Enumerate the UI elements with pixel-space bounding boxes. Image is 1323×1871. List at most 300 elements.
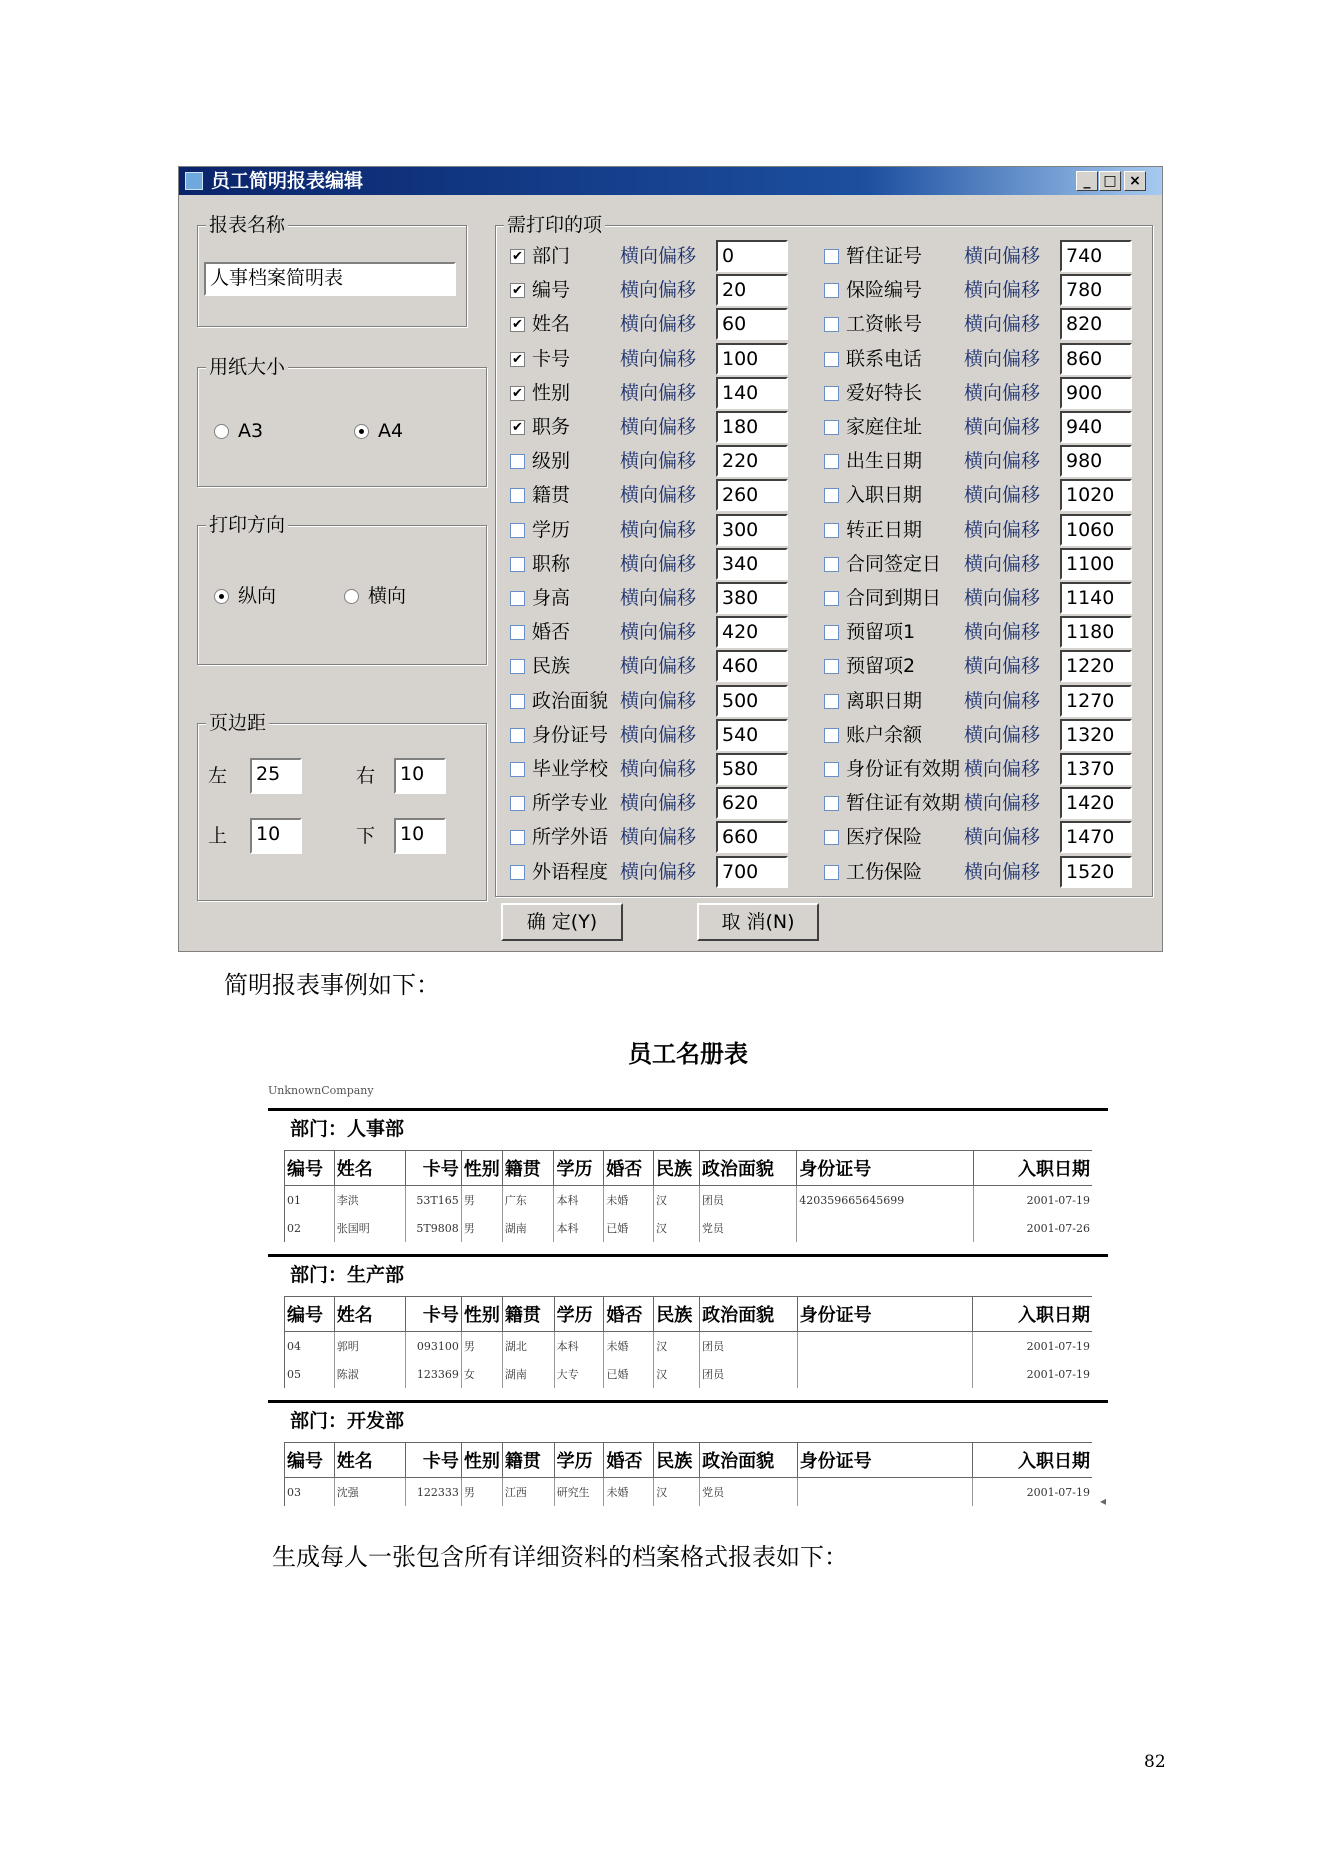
report-edit-dialog bbox=[178, 166, 1163, 952]
offset-label: 横向偏移 bbox=[620, 245, 697, 267]
offset-label: 横向偏移 bbox=[964, 552, 1041, 575]
table-cell: 2001-07-19 bbox=[973, 1478, 1092, 1507]
offset-label: 横向偏移 bbox=[620, 860, 697, 883]
offset-input[interactable]: 1320 bbox=[1060, 719, 1132, 751]
offset-label: 横向偏移 bbox=[620, 484, 697, 507]
offset-input[interactable]: 1420 bbox=[1060, 787, 1132, 819]
offset-input[interactable]: 820 bbox=[1060, 308, 1132, 340]
table-cell: 湖北 bbox=[502, 1332, 554, 1361]
paper-a4-label: A4 bbox=[378, 420, 404, 442]
margins-legend: 页边距 bbox=[206, 711, 269, 735]
orientation-group bbox=[197, 514, 487, 665]
offset-input[interactable]: 1140 bbox=[1060, 582, 1132, 614]
margin-bottom-input[interactable]: 10 bbox=[394, 818, 446, 854]
offset-input[interactable]: 1060 bbox=[1060, 514, 1132, 546]
offset-input[interactable]: 860 bbox=[1060, 343, 1132, 375]
table-cell: 湖南 bbox=[502, 1360, 554, 1388]
column-header: 学历 bbox=[554, 1297, 604, 1332]
print-item-label: 家庭住址 bbox=[846, 416, 923, 438]
table-cell: 男 bbox=[461, 1214, 502, 1242]
offset-input[interactable]: 460 bbox=[716, 650, 788, 682]
column-header: 婚否 bbox=[604, 1443, 654, 1478]
paper-size-group bbox=[197, 356, 487, 487]
offset-label: 横向偏移 bbox=[620, 826, 697, 849]
column-header: 民族 bbox=[653, 1151, 699, 1186]
table-cell: 江西 bbox=[502, 1478, 554, 1507]
table-cell: 郭明 bbox=[334, 1332, 405, 1361]
offset-input[interactable]: 540 bbox=[716, 719, 788, 751]
column-header: 编号 bbox=[285, 1151, 335, 1186]
paper-a3-label: A3 bbox=[238, 420, 264, 442]
ok-button[interactable]: 确 定(Y) bbox=[501, 903, 623, 941]
column-header: 婚否 bbox=[604, 1297, 654, 1332]
table-cell: 05 bbox=[285, 1360, 335, 1388]
print-item-checkbox[interactable] bbox=[824, 591, 839, 606]
caption-sample-report: 简明报表事例如下： bbox=[224, 971, 440, 999]
print-item-label: 爱好特长 bbox=[846, 381, 923, 404]
offset-input[interactable]: 1370 bbox=[1060, 753, 1132, 785]
margin-bottom-label: 下 bbox=[356, 825, 376, 847]
column-header: 民族 bbox=[654, 1297, 700, 1332]
offset-input[interactable]: 220 bbox=[716, 445, 788, 477]
print-item-label: 身份证号 bbox=[532, 723, 609, 746]
offset-label: 横向偏移 bbox=[620, 792, 697, 815]
offset-label: 横向偏移 bbox=[964, 587, 1041, 609]
offset-label: 横向偏移 bbox=[964, 621, 1041, 644]
print-item-checkbox[interactable] bbox=[510, 249, 525, 264]
print-item-label: 转正日期 bbox=[846, 518, 923, 541]
print-item-label: 性别 bbox=[532, 381, 571, 404]
offset-label: 横向偏移 bbox=[620, 347, 697, 370]
offset-label: 横向偏移 bbox=[964, 655, 1041, 678]
print-item-checkbox[interactable] bbox=[824, 352, 839, 367]
table-row bbox=[285, 1214, 1093, 1242]
dialog-title: 员工简明报表编辑 bbox=[211, 170, 364, 192]
column-header: 卡号 bbox=[405, 1151, 461, 1186]
department-divider bbox=[268, 1400, 1108, 1403]
offset-input[interactable]: 780 bbox=[1060, 274, 1132, 306]
print-item-label: 出生日期 bbox=[846, 450, 923, 473]
print-item-checkbox[interactable] bbox=[510, 352, 525, 367]
print-item-checkbox[interactable] bbox=[510, 283, 525, 298]
print-item-checkbox[interactable] bbox=[824, 488, 839, 503]
table-cell bbox=[797, 1478, 973, 1507]
offset-label: 横向偏移 bbox=[964, 723, 1041, 746]
table-cell: 团员 bbox=[700, 1332, 798, 1361]
offset-input[interactable]: 940 bbox=[1060, 411, 1132, 443]
page-number: 82 bbox=[1144, 1752, 1166, 1772]
offset-label: 横向偏移 bbox=[964, 826, 1041, 849]
offset-input[interactable]: 980 bbox=[1060, 445, 1132, 477]
margin-left-input[interactable]: 25 bbox=[250, 758, 302, 794]
table-cell: 未婚 bbox=[604, 1478, 654, 1507]
table-cell: 汉 bbox=[654, 1360, 700, 1388]
margins-group bbox=[197, 712, 487, 901]
check-icon: ✔ bbox=[512, 351, 523, 367]
orientation-portrait-label: 纵向 bbox=[238, 585, 277, 607]
print-item-label: 民族 bbox=[532, 655, 571, 678]
offset-input[interactable]: 180 bbox=[716, 411, 788, 443]
print-item-checkbox[interactable] bbox=[824, 454, 839, 469]
print-item-label: 卡号 bbox=[532, 347, 571, 370]
table-cell: 420359665645699 bbox=[797, 1186, 973, 1215]
print-item-checkbox[interactable] bbox=[824, 420, 839, 435]
print-item-checkbox[interactable] bbox=[510, 420, 525, 435]
caption-detail-report: 生成每人一张包含所有详细资料的档案格式报表如下： bbox=[272, 1543, 848, 1571]
table-cell: 2001-07-26 bbox=[973, 1214, 1092, 1242]
column-header: 身份证号 bbox=[797, 1443, 973, 1478]
offset-label: 横向偏移 bbox=[620, 587, 697, 609]
check-icon: ✔ bbox=[512, 249, 523, 264]
print-item-checkbox[interactable] bbox=[824, 694, 839, 709]
print-item-checkbox[interactable] bbox=[824, 830, 839, 845]
orientation-landscape-label: 横向 bbox=[368, 585, 407, 607]
print-item-label: 合同到期日 bbox=[846, 587, 942, 609]
report-name-group bbox=[197, 214, 467, 327]
table-cell: 汉 bbox=[653, 1186, 699, 1215]
column-header: 政治面貌 bbox=[699, 1151, 796, 1186]
offset-input[interactable]: 900 bbox=[1060, 377, 1132, 409]
table-cell: 李洪 bbox=[334, 1186, 405, 1215]
table-cell: 123369 bbox=[406, 1360, 462, 1388]
print-item-label: 毕业学校 bbox=[532, 758, 609, 780]
table-row bbox=[285, 1332, 1093, 1361]
offset-label: 横向偏移 bbox=[620, 552, 697, 575]
offset-input[interactable]: 620 bbox=[716, 787, 788, 819]
margin-right-label: 右 bbox=[356, 765, 376, 787]
offset-label: 横向偏移 bbox=[620, 313, 697, 336]
print-item-label: 职称 bbox=[532, 552, 571, 575]
department-table bbox=[284, 1442, 1092, 1506]
offset-label: 横向偏移 bbox=[620, 723, 697, 746]
table-cell: 2001-07-19 bbox=[973, 1332, 1092, 1361]
print-item-checkbox[interactable] bbox=[510, 865, 525, 880]
print-item-label: 外语程度 bbox=[532, 860, 609, 883]
table-cell bbox=[797, 1360, 973, 1388]
table-header-row bbox=[285, 1297, 1093, 1332]
print-item-label: 联系电话 bbox=[846, 347, 923, 370]
print-item-checkbox[interactable] bbox=[824, 249, 839, 264]
offset-input[interactable]: 380 bbox=[716, 582, 788, 614]
check-icon: ✔ bbox=[512, 420, 523, 435]
print-item-checkbox[interactable] bbox=[510, 796, 525, 811]
column-header: 性别 bbox=[461, 1151, 502, 1186]
column-header: 婚否 bbox=[604, 1151, 654, 1186]
print-item-checkbox[interactable] bbox=[824, 762, 839, 777]
table-cell: 03 bbox=[285, 1478, 335, 1507]
department-table bbox=[284, 1296, 1092, 1388]
print-item-label: 身高 bbox=[532, 587, 571, 609]
print-item-checkbox[interactable] bbox=[510, 557, 525, 572]
offset-input[interactable]: 580 bbox=[716, 753, 788, 785]
offset-input[interactable]: 1180 bbox=[1060, 616, 1132, 648]
offset-input[interactable]: 0 bbox=[716, 240, 788, 272]
print-item-checkbox[interactable] bbox=[510, 454, 525, 469]
print-items-legend: 需打印的项 bbox=[504, 213, 605, 237]
print-item-label: 级别 bbox=[532, 450, 571, 473]
print-items-group bbox=[495, 214, 1153, 897]
check-icon: ✔ bbox=[512, 283, 523, 299]
table-cell: 团员 bbox=[699, 1186, 796, 1215]
offset-label: 横向偏移 bbox=[964, 416, 1041, 438]
print-item-label: 保险编号 bbox=[846, 279, 923, 302]
column-header: 学历 bbox=[554, 1151, 604, 1186]
table-cell: 04 bbox=[285, 1332, 335, 1361]
department-label: 部门：开发部 bbox=[290, 1410, 405, 1432]
department-label: 部门：生产部 bbox=[290, 1264, 405, 1286]
offset-input[interactable]: 500 bbox=[716, 685, 788, 717]
print-item-label: 入职日期 bbox=[846, 484, 923, 507]
print-item-label: 离职日期 bbox=[846, 689, 923, 712]
table-cell: 汉 bbox=[654, 1478, 700, 1507]
table-cell bbox=[797, 1332, 973, 1361]
maximize-button[interactable]: □ bbox=[1099, 171, 1121, 191]
table-cell: 沈强 bbox=[334, 1478, 405, 1507]
close-button[interactable]: × bbox=[1124, 171, 1146, 191]
table-header-row bbox=[285, 1443, 1093, 1478]
offset-input[interactable]: 1220 bbox=[1060, 650, 1132, 682]
paper-a4-radio[interactable] bbox=[354, 424, 369, 439]
department-divider bbox=[268, 1254, 1108, 1257]
paper-size-legend: 用纸大小 bbox=[206, 355, 288, 379]
print-item-label: 籍贯 bbox=[532, 484, 571, 507]
sample-report bbox=[268, 1028, 1108, 1508]
table-cell: 大专 bbox=[554, 1360, 604, 1388]
print-item-checkbox[interactable] bbox=[824, 728, 839, 743]
offset-input[interactable]: 100 bbox=[716, 343, 788, 375]
table-row bbox=[285, 1186, 1093, 1215]
column-header: 姓名 bbox=[334, 1151, 405, 1186]
offset-input[interactable]: 300 bbox=[716, 514, 788, 546]
column-header: 籍贯 bbox=[502, 1151, 554, 1186]
offset-label: 横向偏移 bbox=[964, 450, 1041, 473]
offset-input[interactable]: 1520 bbox=[1060, 856, 1132, 888]
orientation-legend: 打印方向 bbox=[206, 513, 288, 537]
margin-right-input[interactable]: 10 bbox=[394, 758, 446, 794]
offset-label: 横向偏移 bbox=[964, 347, 1041, 370]
print-item-label: 学历 bbox=[532, 518, 571, 541]
print-item-checkbox[interactable] bbox=[824, 625, 839, 640]
offset-label: 横向偏移 bbox=[964, 860, 1041, 883]
table-cell: 本科 bbox=[554, 1214, 604, 1242]
print-item-checkbox[interactable] bbox=[510, 830, 525, 845]
table-cell: 53T165 bbox=[405, 1186, 461, 1215]
offset-label: 横向偏移 bbox=[620, 381, 697, 404]
table-row bbox=[285, 1478, 1093, 1507]
column-header: 卡号 bbox=[406, 1297, 462, 1332]
offset-label: 横向偏移 bbox=[964, 381, 1041, 404]
column-header: 身份证号 bbox=[797, 1151, 973, 1186]
print-item-checkbox[interactable] bbox=[510, 317, 525, 332]
table-cell: 男 bbox=[461, 1186, 502, 1215]
offset-input[interactable]: 340 bbox=[716, 548, 788, 580]
print-item-label: 编号 bbox=[532, 279, 571, 302]
print-item-label: 暂住证号 bbox=[846, 245, 923, 267]
offset-label: 横向偏移 bbox=[620, 416, 697, 438]
table-cell: 张国明 bbox=[334, 1214, 405, 1242]
offset-input[interactable]: 660 bbox=[716, 821, 788, 853]
table-cell: 汉 bbox=[653, 1214, 699, 1242]
table-cell: 汉 bbox=[654, 1332, 700, 1361]
column-header: 民族 bbox=[654, 1443, 700, 1478]
department-label: 部门：人事部 bbox=[290, 1118, 405, 1140]
column-header: 编号 bbox=[285, 1443, 335, 1478]
offset-label: 横向偏移 bbox=[964, 313, 1041, 336]
offset-label: 横向偏移 bbox=[620, 279, 697, 302]
print-item-checkbox[interactable] bbox=[824, 386, 839, 401]
table-cell: 已婚 bbox=[604, 1360, 654, 1388]
paper-a3-radio[interactable] bbox=[214, 424, 229, 439]
column-header: 籍贯 bbox=[502, 1443, 554, 1478]
offset-input[interactable]: 20 bbox=[716, 274, 788, 306]
offset-label: 横向偏移 bbox=[964, 758, 1041, 780]
table-cell: 已婚 bbox=[604, 1214, 654, 1242]
table-cell: 党员 bbox=[699, 1214, 796, 1242]
offset-input[interactable]: 700 bbox=[716, 856, 788, 888]
offset-label: 横向偏移 bbox=[964, 792, 1041, 815]
print-item-checkbox[interactable] bbox=[510, 488, 525, 503]
scroll-arrow-icon: ◂ bbox=[1099, 1494, 1106, 1508]
column-header: 身份证号 bbox=[797, 1297, 973, 1332]
check-icon: ✔ bbox=[512, 385, 523, 401]
print-item-checkbox[interactable] bbox=[510, 523, 525, 538]
print-item-label: 医疗保险 bbox=[846, 826, 923, 849]
column-header: 姓名 bbox=[334, 1443, 405, 1478]
print-item-label: 所学外语 bbox=[532, 826, 609, 849]
report-title: 员工名册表 bbox=[628, 1039, 748, 1068]
table-cell: 02 bbox=[285, 1214, 335, 1242]
app-icon bbox=[185, 172, 203, 190]
print-item-checkbox[interactable] bbox=[510, 762, 525, 777]
table-row bbox=[285, 1360, 1093, 1388]
table-header-row bbox=[285, 1151, 1093, 1186]
print-item-checkbox[interactable] bbox=[510, 591, 525, 606]
table-cell: 2001-07-19 bbox=[973, 1360, 1092, 1388]
offset-label: 横向偏移 bbox=[620, 758, 697, 780]
department-table bbox=[284, 1150, 1092, 1242]
print-item-checkbox[interactable] bbox=[824, 283, 839, 298]
table-cell: 2001-07-19 bbox=[973, 1186, 1092, 1215]
offset-input[interactable]: 740 bbox=[1060, 240, 1132, 272]
column-header: 入职日期 bbox=[973, 1151, 1092, 1186]
offset-label: 横向偏移 bbox=[620, 621, 697, 644]
table-cell: 广东 bbox=[502, 1186, 554, 1215]
column-header: 卡号 bbox=[406, 1443, 462, 1478]
department-divider bbox=[268, 1108, 1108, 1111]
print-item-label: 账户余额 bbox=[846, 723, 923, 746]
print-item-label: 所学专业 bbox=[532, 792, 609, 815]
table-cell: 团员 bbox=[700, 1360, 798, 1388]
report-name-legend: 报表名称 bbox=[206, 213, 288, 237]
print-item-checkbox[interactable] bbox=[510, 728, 525, 743]
table-cell: 122333 bbox=[406, 1478, 462, 1507]
print-item-checkbox[interactable] bbox=[824, 865, 839, 880]
offset-input[interactable]: 1270 bbox=[1060, 685, 1132, 717]
column-header: 政治面貌 bbox=[700, 1443, 798, 1478]
table-cell: 未婚 bbox=[604, 1332, 654, 1361]
print-item-checkbox[interactable] bbox=[824, 523, 839, 538]
column-header: 学历 bbox=[554, 1443, 604, 1478]
table-cell: 5T9808 bbox=[405, 1214, 461, 1242]
offset-input[interactable]: 1100 bbox=[1060, 548, 1132, 580]
print-item-label: 合同签定日 bbox=[846, 552, 942, 575]
offset-input[interactable]: 1470 bbox=[1060, 821, 1132, 853]
print-item-label: 婚否 bbox=[532, 621, 571, 644]
offset-label: 横向偏移 bbox=[964, 689, 1041, 712]
print-item-checkbox[interactable] bbox=[824, 659, 839, 674]
print-item-label: 职务 bbox=[532, 416, 571, 438]
title-bar[interactable] bbox=[179, 167, 1162, 195]
print-item-checkbox[interactable] bbox=[824, 317, 839, 332]
table-cell: 湖南 bbox=[502, 1214, 554, 1242]
print-item-checkbox[interactable] bbox=[510, 386, 525, 401]
column-header: 入职日期 bbox=[973, 1297, 1092, 1332]
offset-input[interactable]: 260 bbox=[716, 479, 788, 511]
column-header: 编号 bbox=[285, 1297, 335, 1332]
table-cell: 男 bbox=[461, 1332, 502, 1361]
column-header: 性别 bbox=[461, 1297, 502, 1332]
print-item-label: 政治面貌 bbox=[532, 689, 609, 712]
table-cell: 093100 bbox=[406, 1332, 462, 1361]
print-item-checkbox[interactable] bbox=[510, 694, 525, 709]
table-cell bbox=[797, 1214, 973, 1242]
print-item-checkbox[interactable] bbox=[510, 659, 525, 674]
table-cell: 研究生 bbox=[554, 1478, 604, 1507]
print-item-label: 工伤保险 bbox=[846, 860, 923, 883]
offset-label: 横向偏移 bbox=[964, 518, 1041, 541]
check-icon: ✔ bbox=[512, 317, 523, 333]
table-cell: 男 bbox=[461, 1478, 502, 1507]
print-item-checkbox[interactable] bbox=[824, 796, 839, 811]
table-cell: 01 bbox=[285, 1186, 335, 1215]
table-cell: 女 bbox=[461, 1360, 502, 1388]
table-cell: 党员 bbox=[700, 1478, 798, 1507]
print-item-checkbox[interactable] bbox=[510, 625, 525, 640]
offset-input[interactable]: 140 bbox=[716, 377, 788, 409]
offset-label: 横向偏移 bbox=[964, 245, 1041, 267]
offset-label: 横向偏移 bbox=[620, 450, 697, 473]
offset-input[interactable]: 1020 bbox=[1060, 479, 1132, 511]
column-header: 籍贯 bbox=[502, 1297, 554, 1332]
offset-input[interactable]: 60 bbox=[716, 308, 788, 340]
offset-label: 横向偏移 bbox=[964, 484, 1041, 507]
table-cell: 陈淑 bbox=[334, 1360, 405, 1388]
orientation-landscape-radio[interactable] bbox=[344, 589, 359, 604]
report-company: UnknownCompany bbox=[268, 1084, 374, 1097]
print-item-label: 预留项2 bbox=[846, 655, 916, 678]
offset-label: 横向偏移 bbox=[620, 689, 697, 712]
offset-label: 横向偏移 bbox=[964, 279, 1041, 302]
column-header: 姓名 bbox=[334, 1297, 405, 1332]
margin-left-label: 左 bbox=[208, 765, 228, 787]
table-cell: 未婚 bbox=[604, 1186, 654, 1215]
orientation-portrait-radio[interactable] bbox=[214, 589, 229, 604]
column-header: 性别 bbox=[461, 1443, 502, 1478]
cancel-button[interactable]: 取 消(N) bbox=[697, 903, 819, 941]
print-item-label: 身份证有效期 bbox=[846, 758, 961, 780]
print-item-checkbox[interactable] bbox=[824, 557, 839, 572]
minimize-button[interactable]: _ bbox=[1076, 171, 1098, 191]
column-header: 政治面貌 bbox=[700, 1297, 798, 1332]
offset-input[interactable]: 420 bbox=[716, 616, 788, 648]
print-item-label: 部门 bbox=[532, 245, 571, 267]
table-cell: 本科 bbox=[554, 1186, 604, 1215]
print-item-label: 预留项1 bbox=[846, 621, 916, 644]
report-name-input[interactable]: 人事档案简明表 bbox=[204, 262, 456, 296]
margin-top-input[interactable]: 10 bbox=[250, 818, 302, 854]
column-header: 入职日期 bbox=[973, 1443, 1092, 1478]
table-cell: 本科 bbox=[554, 1332, 604, 1361]
